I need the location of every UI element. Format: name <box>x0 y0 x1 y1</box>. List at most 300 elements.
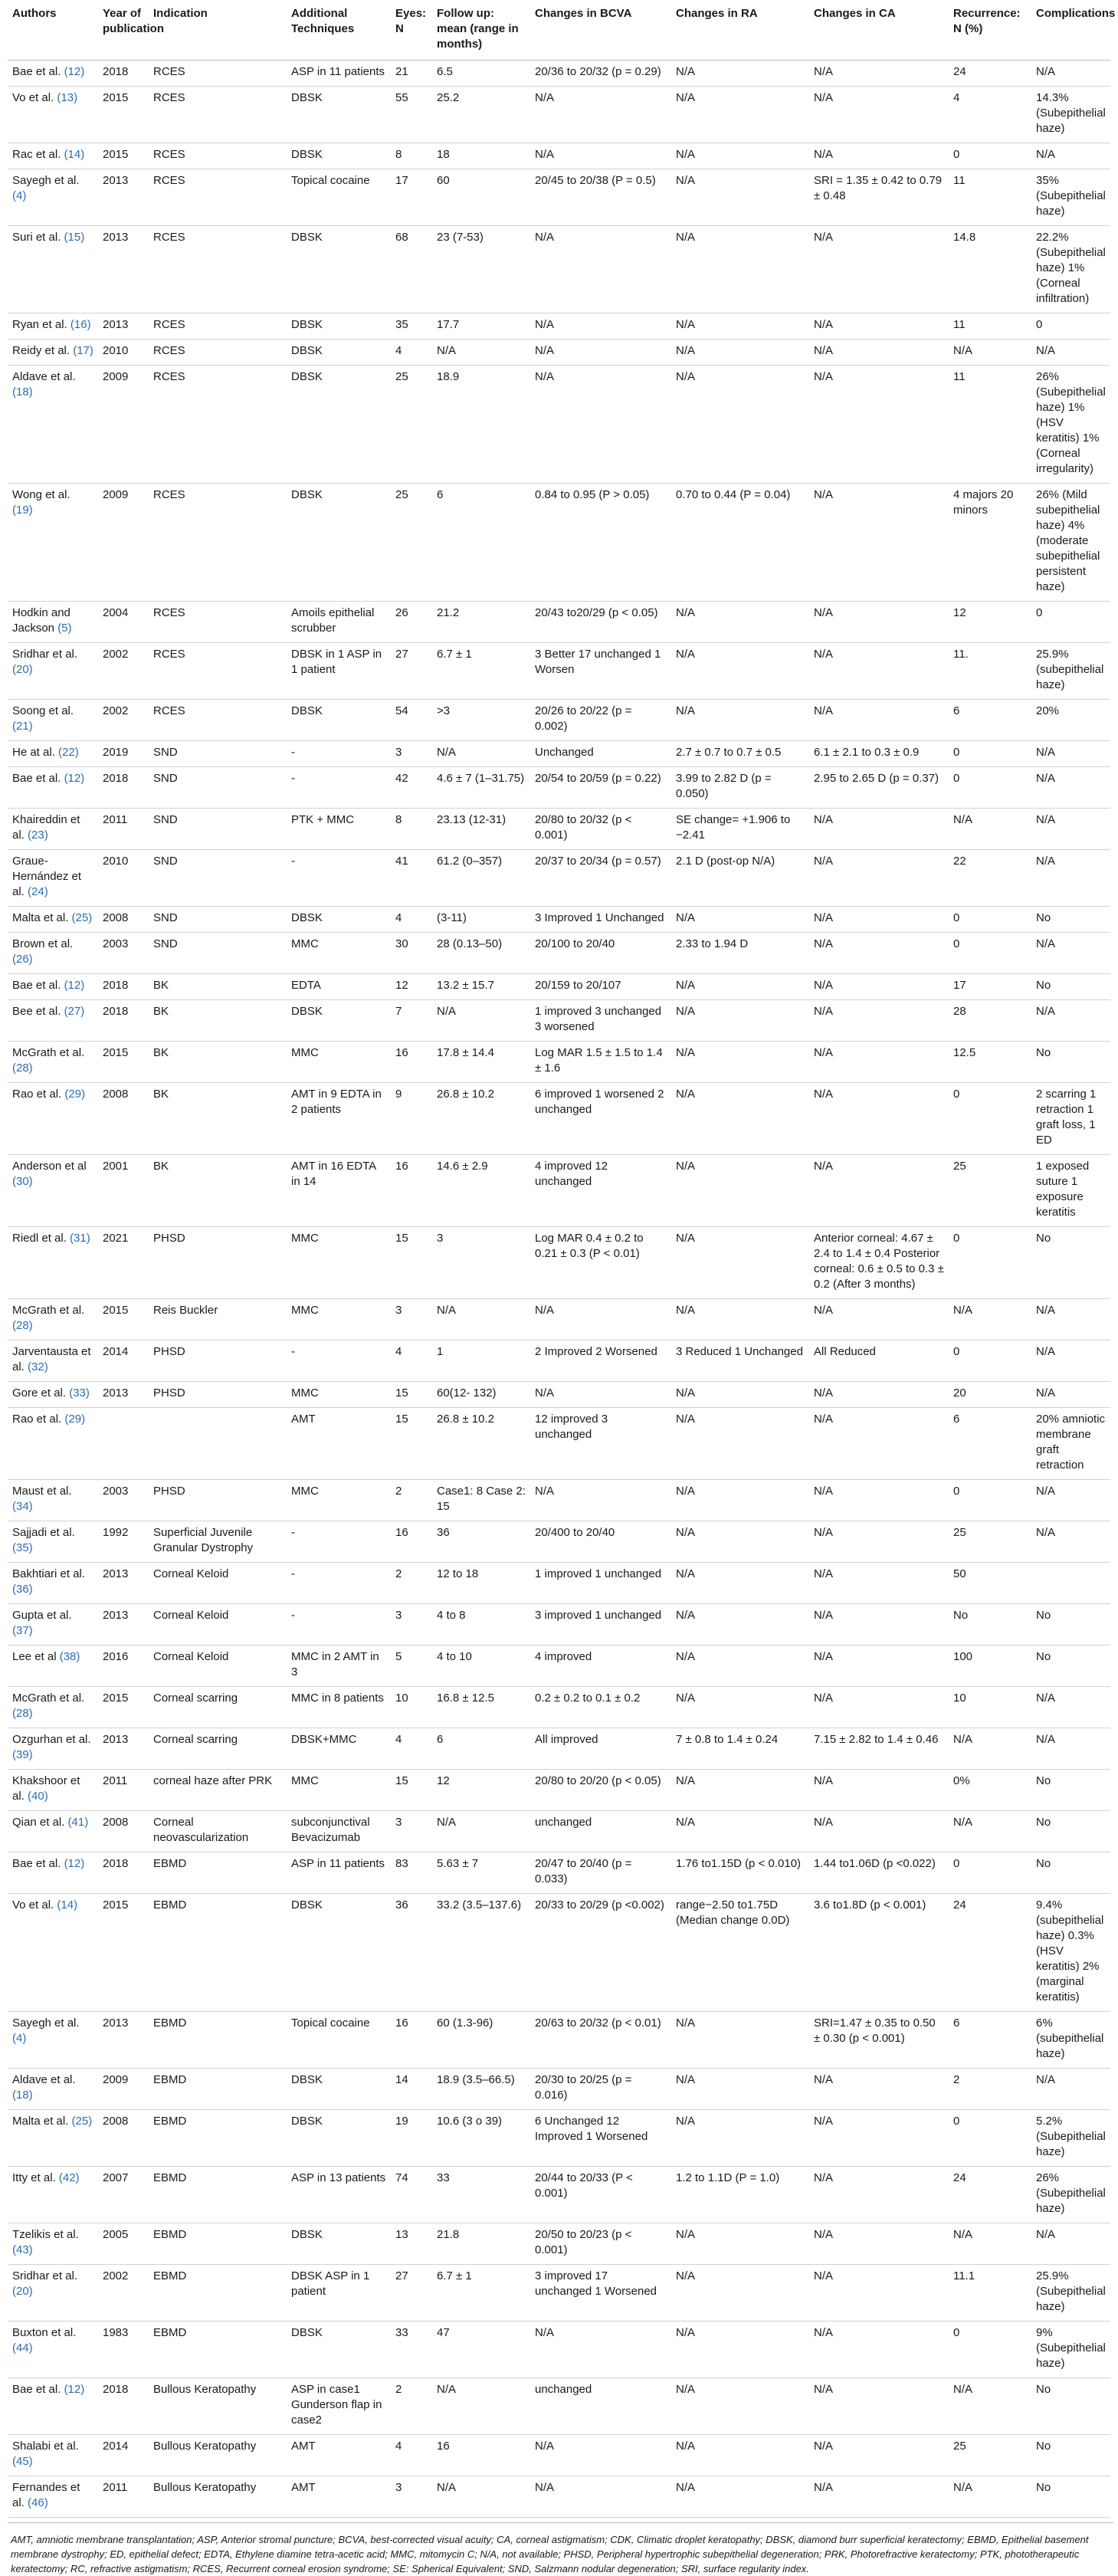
table-cell: 33 <box>391 2322 432 2378</box>
table-cell: 10.6 (3 o 39) <box>432 2110 530 2167</box>
table-cell: 15 <box>391 1382 432 1408</box>
reference-link[interactable]: (20) <box>12 2285 33 2298</box>
table-cell: 20/159 to 20/107 <box>530 974 671 1000</box>
author-cell <box>8 2476 98 2518</box>
reference-link[interactable]: (22) <box>58 746 79 759</box>
table-cell: RCES <box>149 643 287 700</box>
table-cell: N/A <box>949 340 1031 366</box>
table-cell: N/A <box>671 1227 809 1299</box>
table-cell: MMC <box>287 1299 391 1341</box>
table-cell: BK <box>149 1000 287 1042</box>
table-cell: 24 <box>949 1894 1031 2012</box>
table-cell: 2002 <box>98 2265 149 2322</box>
author-name: Tzelikis et al. <box>12 2228 79 2241</box>
table-cell: 11.1 <box>949 2265 1031 2322</box>
reference-link[interactable]: (34) <box>12 1500 33 1513</box>
table-cell: 12.5 <box>949 1042 1031 1083</box>
column-header: Changes in BCVA <box>530 0 671 61</box>
table-cell: 2003 <box>98 933 149 974</box>
table-cell: 3 <box>391 1604 432 1646</box>
table-cell: DBSK <box>287 340 391 366</box>
table-cell: RCES <box>149 143 287 169</box>
table-cell: N/A <box>809 1521 949 1563</box>
table-cell: N/A <box>1031 767 1110 809</box>
reference-link[interactable]: (28) <box>12 1707 33 1720</box>
reference-link[interactable]: (42) <box>58 2171 80 2184</box>
column-header: Changes in CA <box>809 0 949 61</box>
reference-link[interactable]: (4) <box>12 189 27 202</box>
reference-link[interactable]: (44) <box>12 2341 33 2354</box>
table-cell: N/A <box>949 2378 1031 2435</box>
table-cell: 17.8 ± 14.4 <box>432 1042 530 1083</box>
column-header: Complications <box>1031 0 1110 61</box>
table-cell: N/A <box>809 700 949 741</box>
author-name: Itty et al. <box>12 2171 56 2184</box>
table-cell: 9 <box>391 1083 432 1155</box>
author-cell <box>8 974 98 1000</box>
table-cell: PHSD <box>149 1341 287 1382</box>
table-cell: 16 <box>391 2012 432 2069</box>
table-cell: N/A <box>432 2476 530 2518</box>
table-row <box>8 700 1110 741</box>
reference-link[interactable]: (12) <box>64 1857 85 1870</box>
reference-link[interactable]: (21) <box>12 720 33 733</box>
author-name: McGrath et al. <box>12 1046 85 1059</box>
table-cell: RCES <box>149 226 287 313</box>
table-cell: N/A <box>809 2069 949 2110</box>
table-cell: N/A <box>530 87 671 143</box>
table-cell: 2 Improved 2 Worsened <box>530 1341 671 1382</box>
table-cell: 4 <box>391 2435 432 2476</box>
table-cell: N/A <box>809 2435 949 2476</box>
author-cell <box>8 1894 98 2012</box>
table-cell: 0 <box>949 1227 1031 1299</box>
table-cell: N/A <box>809 2378 949 2435</box>
reference-link[interactable]: (45) <box>12 2455 33 2468</box>
table-cell <box>149 1408 287 1480</box>
reference-link[interactable]: (36) <box>12 1583 33 1596</box>
table-row <box>8 1894 1110 2012</box>
author-name: Riedl et al. <box>12 1232 67 1245</box>
table-cell: - <box>287 1341 391 1382</box>
table-cell: SE change= +1.906 to −2.41 <box>671 809 809 850</box>
table-cell: Case1: 8 Case 2: 15 <box>432 1480 530 1521</box>
table-cell: EBMD <box>149 2110 287 2167</box>
table-cell: AMT <box>287 2435 391 2476</box>
column-header: Recurrence: N (%) <box>949 0 1031 61</box>
table-row <box>8 1521 1110 1563</box>
table-cell: RCES <box>149 61 287 87</box>
table-row <box>8 602 1110 643</box>
table-cell: 2018 <box>98 974 149 1000</box>
table-cell: 83 <box>391 1852 432 1894</box>
table-cell: N/A <box>530 313 671 340</box>
table-row <box>8 1382 1110 1408</box>
reference-link[interactable]: (40) <box>28 1790 48 1803</box>
table-cell: 0 <box>949 1480 1031 1521</box>
table-cell: 8 <box>391 143 432 169</box>
table-cell: Corneal Keloid <box>149 1646 287 1687</box>
table-cell: 33 <box>432 2167 530 2223</box>
table-cell: N/A <box>809 1770 949 1811</box>
table-cell: 2.95 to 2.65 D (p = 0.37) <box>809 767 949 809</box>
table-cell: 2018 <box>98 1852 149 1894</box>
table-cell: N/A <box>530 1382 671 1408</box>
table-cell: BK <box>149 974 287 1000</box>
table-cell: 35 <box>391 313 432 340</box>
author-name: Graue-Hernández et al. <box>12 855 82 898</box>
reference-link[interactable]: (14) <box>57 1898 78 1911</box>
table-cell: DBSK <box>287 366 391 484</box>
author-cell <box>8 2110 98 2167</box>
author-cell <box>8 366 98 484</box>
table-cell: 2016 <box>98 1646 149 1687</box>
table-cell: N/A <box>671 1382 809 1408</box>
table-cell: 36 <box>391 1894 432 2012</box>
table-cell: 4 <box>391 1341 432 1382</box>
table-cell: N/A <box>671 2223 809 2265</box>
table-cell: N/A <box>671 2069 809 2110</box>
table-cell: 26% (Mild subepithelial haze) 4% (moderate subepithelial persistent haze) <box>1031 484 1110 602</box>
reference-link[interactable]: (13) <box>57 91 78 104</box>
table-cell: 13.2 ± 15.7 <box>432 974 530 1000</box>
table-cell: 6 <box>432 484 530 602</box>
table-cell: 0 <box>1031 602 1110 643</box>
table-cell: 6 <box>432 1728 530 1770</box>
reference-link[interactable]: (20) <box>12 663 33 676</box>
table-cell: 0 <box>949 1083 1031 1155</box>
table-cell: 3.99 to 2.82 D (p = 0.050) <box>671 767 809 809</box>
table-cell: 2015 <box>98 1042 149 1083</box>
table-cell: No <box>1031 2378 1110 2435</box>
reference-link[interactable]: (19) <box>12 504 33 517</box>
table-cell: 2.33 to 1.94 D <box>671 933 809 974</box>
table-cell: 23 (7-53) <box>432 226 530 313</box>
table-cell: 6.7 ± 1 <box>432 2265 530 2322</box>
table-cell: N/A <box>671 2265 809 2322</box>
table-cell: 60(12- 132) <box>432 1382 530 1408</box>
author-name: Qian et al. <box>12 1816 65 1829</box>
column-header: Eyes: N <box>391 0 432 61</box>
table-cell: 0 <box>949 1852 1031 1894</box>
table-cell: 1.2 to 1.1D (P = 1.0) <box>671 2167 809 2223</box>
table-cell: 25 <box>949 1521 1031 1563</box>
table-cell: N/A <box>809 1563 949 1604</box>
table-cell: N/A <box>809 226 949 313</box>
table-cell: 2015 <box>98 87 149 143</box>
table-cell: N/A <box>432 1000 530 1042</box>
table-cell: 2 <box>391 2378 432 2435</box>
reference-link[interactable]: (17) <box>73 344 93 357</box>
table-cell: 3 <box>391 1811 432 1852</box>
table-cell: DBSK <box>287 484 391 602</box>
reference-link[interactable]: (18) <box>12 2089 33 2102</box>
table-cell: 22.2% (Subepithelial haze) 1% (Corneal infiltration) <box>1031 226 1110 313</box>
table-cell: 12 <box>949 602 1031 643</box>
table-cell: 25.9% (Subepithelial haze) <box>1031 2265 1110 2322</box>
table-cell: No <box>1031 1646 1110 1687</box>
table-cell: 21.2 <box>432 602 530 643</box>
reference-link[interactable]: (41) <box>67 1816 89 1829</box>
table-cell: 50 <box>949 1563 1031 1604</box>
reference-link[interactable]: (12) <box>64 979 85 992</box>
reference-link[interactable]: (5) <box>57 622 72 635</box>
table-cell: RCES <box>149 366 287 484</box>
author-name: Bakhtiari et al. <box>12 1567 86 1580</box>
table-cell: BK <box>149 1155 287 1227</box>
table-cell: 33.2 (3.5–137.6) <box>432 1894 530 2012</box>
author-cell <box>8 2012 98 2069</box>
table-cell: No <box>1031 1604 1110 1646</box>
table-cell: 28 <box>949 1000 1031 1042</box>
reference-link[interactable]: (31) <box>70 1232 90 1245</box>
table-cell: - <box>287 850 391 907</box>
author-cell <box>8 1000 98 1042</box>
table-cell: 25.2 <box>432 87 530 143</box>
author-name: Sridhar et al. <box>12 648 78 661</box>
author-cell <box>8 484 98 602</box>
author-name: Reidy et al. <box>12 344 70 357</box>
reference-link[interactable]: (27) <box>64 1005 85 1018</box>
table-cell: 17 <box>391 169 432 226</box>
table-row <box>8 2265 1110 2322</box>
author-cell <box>8 1687 98 1728</box>
table-cell: 2011 <box>98 1770 149 1811</box>
table-cell: 20% <box>1031 700 1110 741</box>
table-row <box>8 87 1110 143</box>
table-cell: unchanged <box>530 1811 671 1852</box>
table-cell: 2015 <box>98 1894 149 2012</box>
table-cell: 6 <box>949 2012 1031 2069</box>
reference-link[interactable]: (25) <box>71 911 93 924</box>
table-cell: N/A <box>809 366 949 484</box>
reference-link[interactable]: (16) <box>70 318 91 331</box>
reference-link[interactable]: (30) <box>12 1175 33 1188</box>
table-cell: SND <box>149 850 287 907</box>
table-cell: 6.7 ± 1 <box>432 643 530 700</box>
reference-link[interactable]: (15) <box>64 231 85 244</box>
author-cell <box>8 2378 98 2435</box>
table-cell: 3 Better 17 unchanged 1 Worsen <box>530 643 671 700</box>
table-cell: BK <box>149 1083 287 1155</box>
author-cell <box>8 169 98 226</box>
author-name: Vo et al. <box>12 1898 54 1911</box>
table-row <box>8 61 1110 87</box>
table-cell: 3 improved 1 unchanged <box>530 1604 671 1646</box>
table-cell: Topical cocaine <box>287 2012 391 2069</box>
table-cell: 23.13 (12-31) <box>432 809 530 850</box>
reference-link[interactable]: (28) <box>12 1062 33 1075</box>
reference-link[interactable]: (12) <box>64 772 85 785</box>
reference-link[interactable]: (12) <box>64 2383 85 2396</box>
table-cell: N/A <box>809 1000 949 1042</box>
table-cell: 2009 <box>98 484 149 602</box>
table-cell: 1983 <box>98 2322 149 2378</box>
table-cell: DBSK <box>287 2223 391 2265</box>
table-cell: N/A <box>809 484 949 602</box>
table-cell: BK <box>149 1042 287 1083</box>
table-cell: N/A <box>809 2223 949 2265</box>
table-row <box>8 643 1110 700</box>
table-cell: 2013 <box>98 1382 149 1408</box>
table-cell: 2010 <box>98 340 149 366</box>
table-cell: 20/30 to 20/25 (p = 0.016) <box>530 2069 671 2110</box>
table-cell: DBSK <box>287 1894 391 2012</box>
reference-link[interactable]: (28) <box>12 1319 33 1332</box>
reference-link[interactable]: (33) <box>69 1386 90 1400</box>
table-cell: EBMD <box>149 2012 287 2069</box>
author-name: Bae et al. <box>12 1857 61 1870</box>
table-cell: No <box>1031 1811 1110 1852</box>
table-cell: EBMD <box>149 2167 287 2223</box>
reference-link[interactable]: (32) <box>28 1360 48 1373</box>
table-cell: N/A <box>1031 1382 1110 1408</box>
table-cell: 0 <box>949 2322 1031 2378</box>
table-row <box>8 850 1110 907</box>
reference-link[interactable]: (25) <box>71 2115 93 2128</box>
table-cell: 54 <box>391 700 432 741</box>
table-cell: EBMD <box>149 2069 287 2110</box>
table-cell: N/A <box>809 809 949 850</box>
table-cell: SRI = 1.35 ± 0.42 to 0.79 ± 0.48 <box>809 169 949 226</box>
table-cell: 14.6 ± 2.9 <box>432 1155 530 1227</box>
table-cell: 15 <box>391 1770 432 1811</box>
table-cell: 16 <box>391 1521 432 1563</box>
table-row <box>8 1227 1110 1299</box>
table-row <box>8 1155 1110 1227</box>
author-name: Gupta et al. <box>12 1609 72 1622</box>
table-cell: N/A <box>671 169 809 226</box>
table-cell: 0 <box>949 767 1031 809</box>
table-cell: N/A <box>671 1480 809 1521</box>
author-cell <box>8 741 98 767</box>
author-name: Ryan et al. <box>12 318 67 331</box>
table-row <box>8 1687 1110 1728</box>
table-cell: 1 <box>432 1341 530 1382</box>
table-cell <box>1031 1563 1110 1604</box>
table-cell: N/A <box>530 2476 671 2518</box>
table-cell: N/A <box>809 1408 949 1480</box>
reference-link[interactable]: (26) <box>12 953 33 966</box>
reference-link[interactable]: (39) <box>12 1748 33 1761</box>
author-cell <box>8 1155 98 1227</box>
table-cell: N/A <box>809 87 949 143</box>
table-row <box>8 2223 1110 2265</box>
table-cell: DBSK in 1 ASP in 1 patient <box>287 643 391 700</box>
table-cell: 3.6 to1.8D (p < 0.001) <box>809 1894 949 2012</box>
reference-link[interactable]: (14) <box>64 148 85 161</box>
table-cell: N/A <box>949 2223 1031 2265</box>
table-row <box>8 1852 1110 1894</box>
author-name: Shalabi et al. <box>12 2440 79 2453</box>
table-row <box>8 1604 1110 1646</box>
table-cell: N/A <box>809 1811 949 1852</box>
table-cell: N/A <box>671 61 809 87</box>
table-cell: N/A <box>1031 1341 1110 1382</box>
table-cell: 2015 <box>98 1687 149 1728</box>
table-cell: 100 <box>949 1646 1031 1687</box>
table-cell: DBSK+MMC <box>287 1728 391 1770</box>
table-row <box>8 1341 1110 1382</box>
table-cell: N/A <box>671 1811 809 1852</box>
reference-link[interactable]: (46) <box>28 2496 48 2509</box>
author-cell <box>8 1811 98 1852</box>
table-cell: N/A <box>671 143 809 169</box>
table-cell: N/A <box>809 143 949 169</box>
table-cell: 24 <box>949 61 1031 87</box>
table-cell: N/A <box>1031 850 1110 907</box>
table-cell: N/A <box>671 87 809 143</box>
author-cell <box>8 1227 98 1299</box>
table-cell: SND <box>149 933 287 974</box>
table-cell: 4 <box>391 1728 432 1770</box>
table-cell: N/A <box>671 1646 809 1687</box>
author-cell <box>8 1604 98 1646</box>
table-cell: 2011 <box>98 809 149 850</box>
table-cell: PHSD <box>149 1227 287 1299</box>
reference-link[interactable]: (37) <box>12 1624 33 1637</box>
reference-link[interactable]: (38) <box>59 1650 80 1663</box>
table-cell: 2015 <box>98 143 149 169</box>
reference-link[interactable]: (35) <box>12 1541 33 1554</box>
table-cell: - <box>287 1604 391 1646</box>
table-cell: N/A <box>809 2110 949 2167</box>
reference-link[interactable]: (18) <box>12 386 33 399</box>
table-cell: N/A <box>432 2378 530 2435</box>
table-cell: N/A <box>671 907 809 933</box>
table-cell: N/A <box>671 2012 809 2069</box>
author-cell <box>8 1042 98 1083</box>
reference-link[interactable]: (23) <box>28 829 48 842</box>
table-cell: 15 <box>391 1227 432 1299</box>
table-cell: 16 <box>391 1042 432 1083</box>
reference-link[interactable]: (12) <box>64 65 85 78</box>
table-cell: AMT in 9 EDTA in 2 patients <box>287 1083 391 1155</box>
table-cell: 3 Improved 1 Unchanged <box>530 907 671 933</box>
table-cell: 0.84 to 0.95 (P > 0.05) <box>530 484 671 602</box>
reference-link[interactable]: (4) <box>12 2032 27 2045</box>
table-cell: EBMD <box>149 2322 287 2378</box>
author-name: He at al. <box>12 746 55 759</box>
table-cell: N/A <box>1031 143 1110 169</box>
table-row <box>8 2378 1110 2435</box>
table-cell: N/A <box>1031 61 1110 87</box>
table-cell: 2014 <box>98 2435 149 2476</box>
table-cell: 2013 <box>98 169 149 226</box>
table-cell: N/A <box>809 1083 949 1155</box>
table-cell: N/A <box>809 1382 949 1408</box>
table-cell: 11 <box>949 169 1031 226</box>
table-cell: 2004 <box>98 602 149 643</box>
table-cell: 41 <box>391 850 432 907</box>
table-row <box>8 907 1110 933</box>
table-cell: 22 <box>949 850 1031 907</box>
reference-link[interactable]: (24) <box>28 885 48 898</box>
table-cell: N/A <box>530 1480 671 1521</box>
table-cell: N/A <box>949 1728 1031 1770</box>
table-cell: N/A <box>530 143 671 169</box>
table-cell: N/A <box>1031 1728 1110 1770</box>
table-cell: 7 <box>391 1000 432 1042</box>
table-cell: 60 (1.3-96) <box>432 2012 530 2069</box>
reference-link[interactable]: (29) <box>64 1413 86 1426</box>
reference-link[interactable]: (29) <box>64 1088 86 1101</box>
table-cell: No <box>1031 1042 1110 1083</box>
author-cell <box>8 2265 98 2322</box>
reference-link[interactable]: (43) <box>12 2243 33 2256</box>
table-cell: 20/47 to 20/40 (p = 0.033) <box>530 1852 671 1894</box>
header-row <box>8 0 1110 61</box>
